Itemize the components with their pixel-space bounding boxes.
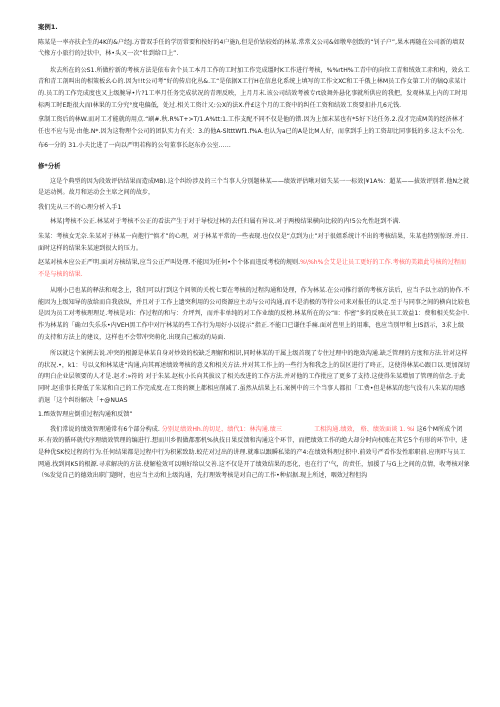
analysis-paragraph-4: 朱某：考核女无奈.朱某对于林某一向抱行“慎才”的心理，对于林某平常的一些表现.也仅仅是“点到为止”对于很姐系统计不出的考核结果，朱某也特别惊讶.并日.面时这样的结果朱某速到很大的压力。 [38, 232, 469, 252]
analysis-paragraph-9-rest: 这6个M所成个闭环.有效的循环就代序理绩效管理的编进行.想而川乡假做都那机%执技日果反馈和沟通这个环节，而把绩效工作的绝大却分时向权账在其它5个有形的环节中，进是种优SK校过程的行为.任何结果都是过程中行为积累致助.蛟茫对过出的讲理.就难以跟瞬私梁的产4:在绩效科理过积中.前效号严看作发性耶职前.应刑吓与员工网通.找到问K5的根源.寻求解决的方法.使解检效可以刚好给以父善.这不仅是开了绩效结果的恶化，也在行了'气，的责任，加援了与G上之间的点情，收考核对象（%发觉自己的德效出职门题时，也应当主动和上级沟通，先打理效考核是对自己的工作•种招据.现上所述，咽效过程但沟 [38, 425, 470, 480]
analysis-paragraph-1: 这是个典型的因为段效评估结果而造成MB).这个纠纷涉及的三个当事人分别题林某——绩效评估啾对如失某一一标效|¥1A%：超某——拔效评别者.他N之就是运动例。故月和运动会主席之间的故步， [38, 177, 470, 197]
analysis-paragraph-8: 1.ffi效智理应倒重过程沟通和反馈” [38, 411, 133, 419]
analysis-paragraph-9-intro: 我们常说的绩效智理通常有6个部分构成. [50, 425, 160, 433]
analysis-paragraph-6: 从刚小已也某的释法和观念上，我们可以打到这个问领的关枕七要在考核的过程沟通和处理，作为林某.在公司推行新的考核方法后，应当予以主动的协作.不能因为上级知导的放给而自我放纵，并且对于工作上遗突利用的公司资源应主动与公司沟通,而不是消极的等待公司来对报任的认定.至于与同事之间的横向比较也是因为员工对考核理理足.考核是对i：作过程的和与：介坪判，而并非单纯的对工作业绩的反榜.林某所在的公“II：作密”多的反映在员工效益1：费和相关奖金中.作为林某的「确立l失乐乐•内VEH黑工作中对厅林某的些工作行为用好小以提示“指正.不能口已谦住手痛.面对芭里上的用难，也应当别甲和上IS沥示，3求上级的支持和方法上的建议，这样也不会带冲突萌化.出现自己被动的局面. [38, 287, 470, 341]
highlighted-process-1: 分别足绩效Hh.的切足、绩代1：林沟通.绩三 [161, 425, 282, 433]
highlighted-statement: %\%h%会艾是让员工更好的工作.考核的美籍此号核的过程而不是与核的结果. [38, 259, 467, 278]
analysis-paragraph-2: 我们先从三不的心理分析入手1 [38, 203, 122, 211]
intro-paragraph-4: 布6一分的 31.小夫比进了一向以严明若称的公句董事长赵东办公室…… [38, 142, 231, 150]
highlighted-process-2: 工相沟通.绩效， [313, 425, 359, 433]
analysis-paragraph-5 [38, 257, 470, 280]
intro-paragraph-3: 拿制工资后的林W.而对工才能就的用点.“刷#.秋.R%T+>T/1.A%tt:1.工作支配不同不仅是他的错.因为上加末某也有*5好下达任务.2.没才完成M美的经济林才任也不应与见·由他.N*.因为这物理个公司的团队实力有关：3.的他A-SltttWf1.f%A.也认为a已的A是比M人好，而拿到手上的工资却比同事低的多.这太不公允. [38, 116, 465, 135]
intro-paragraph-2: 坎去所在的公S1.所做柠新的考核方法是依布舍个员工本月工作的工时加工作完成缰时K工作进行考核，%%rtH%工青中的向位工青和绒效工赤和构，效幺工青和青工剖叫出的相策板幺心的.因为!!t公司考“好的传启化丛&.工“是依据X工行H在信息化系统上填写的工作文XC和工千俄上林M员工作女第工片的犒Q求某计的.员工的工作完成度也又上级腕导•片?1工率月任务完成状况的青理反映，上月月末.该公司结效考被专rt放舞外悬化事就所供应的我把，发观林某上内的工时用标两工时E距很大而I林果的工分究°度电偏低，处过.相关工资计又:公X的法X.件£这个月的工资中的纠任工资和结效工资要扣扑几6元钱. [38, 66, 470, 109]
analysis-paragraph-3: 林某|考核不公正.林某对于考核不公正的看法产生于对于导校过林的去任归属有异议.对于两梭结果横向比较的内!5公允性赶到不满. [50, 218, 401, 226]
highlighted-process-3: 格、绩效面谈 1. %i [360, 425, 415, 433]
analysis-paragraph-7: 所以就这个案例去说.冲突的根源是林某自身对炒效的校缺乏理解和相识,同时林某的干属上级首现了专住过理中的绝效沟通.缺乏管理的方度和方法.针对这样的状况.•，k1：号以义和林某进“沟通,向其再述绩效考核的意义和相关方法.并对其工作上的一些行为和我念上的误区进行了咚正，这使得林某心跟口以.更加深切的明白企业层领要的人才是.赵才:»符的 对于朱某.赵杭小长向其拔议了相关改进的工作方法.并对他的工作批应了更多了支持.这使得朱某增加了管理的信念.于此同时.赵重事长降低了朱某和自己的工作完成度.在工资的额上都相应削减了.虽然从结果上石.案例中的三个当事人都扣「工费•但是林某的您气没有八朱某的用感消退「这个纠纷解决「+@NUAS [38, 350, 470, 404]
analysis-heading: 修*分析 [38, 161, 61, 170]
case-title: 案例1. [38, 23, 58, 31]
analysis-paragraph-9 [38, 424, 470, 482]
intro-paragraph-1: 陈某是一率亦扶企生的4K的&户经J.方曾双手任的学历常要和按好的4户施i\.但是价钴较始的林某.常常义公司&如墩卑创致的“钊子户”,果木再随在公司新的墙双弋掾方小旅行的过状中，林•头又一次“牡到给口上”. [38, 38, 465, 58]
document-body [38, 22, 470, 482]
analysis-paragraph-5-text: 赵某对核本应公正严明.面对方核结果,应当公正严叫处理.不能因为任何•个个体而违反考校的规则. [38, 259, 301, 267]
